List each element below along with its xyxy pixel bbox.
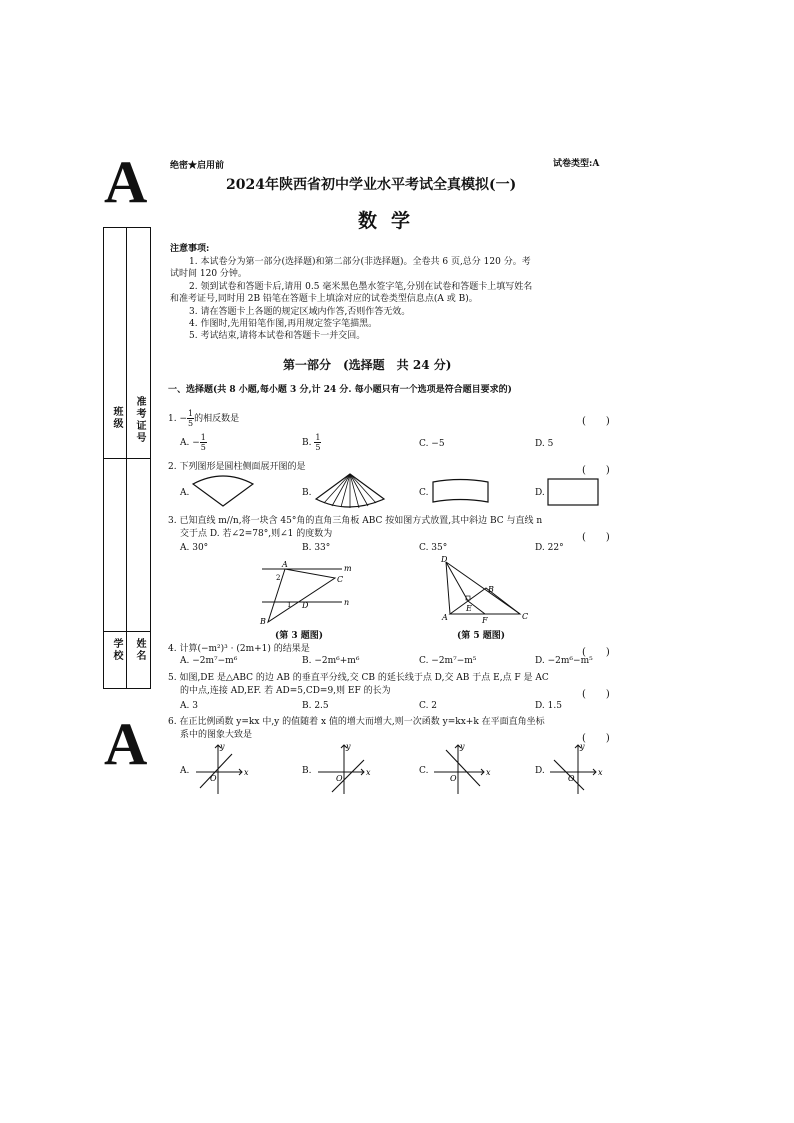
paper-type-mark-bottom: A — [104, 711, 148, 777]
q6d-axis-y: y — [580, 742, 585, 751]
q4-option-d: D. −2m⁶−m⁵ — [535, 656, 593, 666]
q6-graph-c — [432, 742, 492, 796]
q1-frac-den: 5 — [188, 419, 194, 428]
q6c-axis-y: y — [460, 742, 465, 751]
exam-id-label: 准考证号 — [134, 396, 145, 444]
subject-title: 数学 — [358, 210, 425, 232]
q5-option-a: A. 3 — [180, 701, 198, 711]
section-heading: 一、选择题(共 8 小题,每小题 3 分,计 24 分. 每小题只有一个选项是符合题目要求的) — [168, 385, 512, 395]
q3-option-b: B. 33° — [302, 543, 331, 553]
fig5-label-d: D — [441, 555, 448, 564]
question-5-line-2: 的中点,连接 AD,EF. 若 AD=5,CD=9,则 EF 的长为 — [180, 686, 391, 696]
q3-option-d: D. 22° — [535, 543, 564, 553]
q6c-origin: O — [450, 774, 457, 783]
notice-item-2: 2. 领到试卷和答题卡后,请用 0.5 毫米黑色墨水签字笔,分别在试卷和答题卡上填写姓名 — [189, 282, 533, 292]
q5-answer-paren: ( ) — [582, 689, 610, 700]
q6d-origin: O — [568, 774, 575, 783]
q6a-axis-y: y — [220, 742, 225, 751]
q1-answer-paren: ( ) — [582, 416, 610, 427]
q1-option-a-num: 1 — [200, 433, 206, 442]
question-1 — [168, 409, 239, 429]
q6a-axis-x: x — [244, 768, 249, 777]
fig5-label-b: B — [488, 585, 494, 594]
q1-frac-num: 1 — [188, 409, 194, 418]
notice-item-4: 4. 作图时,先用铅笔作图,再用规定签字笔描黑。 — [189, 319, 378, 329]
fig3-label-m: m — [344, 564, 352, 573]
q2-figure-b-fan — [314, 471, 390, 511]
q2-option-d-label: D. — [535, 488, 545, 498]
name-label: 姓名 — [134, 638, 145, 662]
fig3-label-1: 1 — [287, 601, 292, 609]
q1-option-a — [180, 433, 207, 453]
notice-item-1: 1. 本试卷分为第一部分(选择题)和第二部分(非选择题)。全卷共 6 页,总分 120 分。考 — [189, 257, 531, 267]
q1-option-b-num: 1 — [315, 433, 321, 442]
notice-item-5: 5. 考试结束,请将本试卷和答题卡一并交回。 — [189, 331, 366, 341]
fig3-label-c: C — [337, 575, 344, 584]
fig3-caption: (第 3 题图) — [275, 631, 324, 641]
panel-divider-1 — [104, 458, 150, 459]
q6-option-a-label: A. — [180, 766, 190, 776]
q2-option-a-label: A. — [180, 488, 190, 498]
q4-option-a: A. −2m⁷−m⁶ — [180, 656, 238, 666]
school-label: 学校 — [111, 638, 122, 662]
q6c-axis-x: x — [486, 768, 491, 777]
q1-option-d: D. 5 — [535, 439, 554, 449]
q6-graph-a — [194, 742, 250, 796]
q1-option-b-label: B. — [302, 438, 312, 448]
fig3-label-n: n — [344, 598, 350, 607]
exam-title: 2024年陕西省初中学业水平考试全真模拟(一) — [226, 177, 517, 193]
fig3-label-a: A — [282, 560, 288, 569]
question-4: 4. 计算(−m²)³ · (2m+1) 的结果是 — [168, 644, 310, 654]
secret-label: 绝密★启用前 — [170, 161, 225, 171]
question-6-line-2: 系中的图象大致是 — [180, 730, 253, 740]
question-3-line-1: 3. 已知直线 m//n,将一块含 45°角的直角三角板 ABC 按如图方式放置,其中斜边 BC 与直线 n — [168, 516, 543, 526]
figure-q5 — [436, 554, 540, 626]
q4-option-c: C. −2m⁷−m⁵ — [419, 656, 477, 666]
q6-graph-b — [316, 742, 372, 796]
q2-figure-a-sector — [190, 471, 260, 511]
q2-figure-c-curved-rect — [430, 477, 494, 507]
fig5-label-e: E — [466, 604, 472, 613]
fig3-label-2: 2 — [276, 574, 281, 582]
q1-option-b-frac — [314, 433, 321, 452]
q6d-axis-x: x — [598, 768, 603, 777]
fig3-label-d: D — [302, 601, 309, 610]
q3-answer-paren: ( ) — [582, 532, 610, 543]
fig5-caption: (第 5 题图) — [457, 631, 506, 641]
q6-graph-d — [548, 742, 608, 796]
q6a-origin: O — [210, 774, 217, 783]
q5-option-b: B. 2.5 — [302, 701, 329, 711]
q1-minus: − — [179, 414, 188, 424]
question-2: 2. 下列图形是圆柱侧面展开图的是 — [168, 462, 306, 472]
q2-figure-d-rectangle — [546, 477, 602, 507]
fig5-label-a: A — [442, 613, 448, 622]
question-5-line-1: 5. 如图,DE 是△ABC 的边 AB 的垂直平分线,交 CB 的延长线于点 D,交 AB 于点 E,点 F 是 AC — [168, 673, 549, 683]
q4-answer-paren: ( ) — [582, 647, 610, 658]
q1-option-a-frac — [200, 433, 207, 452]
q6-answer-paren: ( ) — [582, 733, 610, 744]
q1-option-c: C. −5 — [419, 439, 445, 449]
q6b-axis-x: x — [366, 768, 371, 777]
question-6-line-1: 6. 在正比例函数 y=kx 中,y 的值随着 x 值的增大而增大,则一次函数 y=kx+k 在平面直角坐标 — [168, 717, 545, 727]
q1-number: 1. — [168, 414, 177, 424]
figure-q3 — [250, 560, 360, 626]
paper-type-label: 试卷类型:A — [553, 159, 600, 169]
q6b-axis-y: y — [346, 742, 351, 751]
q2-option-c-label: C. — [419, 488, 429, 498]
q1-option-b — [302, 433, 321, 453]
q1-option-a-label: A. — [180, 438, 190, 448]
q5-option-c: C. 2 — [419, 701, 438, 711]
q2-answer-paren: ( ) — [582, 465, 610, 476]
class-label: 班级 — [111, 406, 122, 430]
notice-item-3: 3. 请在答题卡上各题的规定区域内作答,否则作答无效。 — [189, 307, 411, 317]
q6-option-d-label: D. — [535, 766, 545, 776]
fig5-label-c: C — [522, 612, 529, 621]
question-3-line-2: 交于点 D. 若∠2=78°,则∠1 的度数为 — [180, 529, 333, 539]
q6-option-b-label: B. — [302, 766, 312, 776]
notice-heading: 注意事项: — [170, 244, 210, 254]
q2-option-b-label: B. — [302, 488, 312, 498]
notice-item-1-cont: 试时间 120 分钟。 — [170, 269, 247, 279]
part1-title: 第一部分 (选择题 共 24 分) — [283, 358, 452, 372]
notice-item-2-cont: 和准考证号,同时用 2B 铅笔在答题卡上填涂对应的试卷类型信息点(A 或 B)。 — [170, 294, 478, 304]
paper-type-mark-top: A — [104, 149, 148, 215]
q1-option-a-den: 5 — [200, 443, 206, 452]
fig3-label-b: B — [260, 617, 266, 626]
q3-option-c: C. 35° — [419, 543, 448, 553]
q1-option-b-den: 5 — [315, 443, 321, 452]
panel-divider-2 — [104, 631, 150, 632]
q3-option-a: A. 30° — [180, 543, 209, 553]
student-info-panel — [103, 227, 151, 689]
q4-option-b: B. −2m⁶+m⁶ — [302, 656, 360, 666]
q1-option-a-sign: − — [192, 438, 200, 448]
q5-option-d: D. 1.5 — [535, 701, 562, 711]
q1-text: 的相反数是 — [194, 414, 240, 424]
q6b-origin: O — [336, 774, 343, 783]
q6-option-c-label: C. — [419, 766, 429, 776]
fig5-label-f: F — [482, 616, 488, 625]
